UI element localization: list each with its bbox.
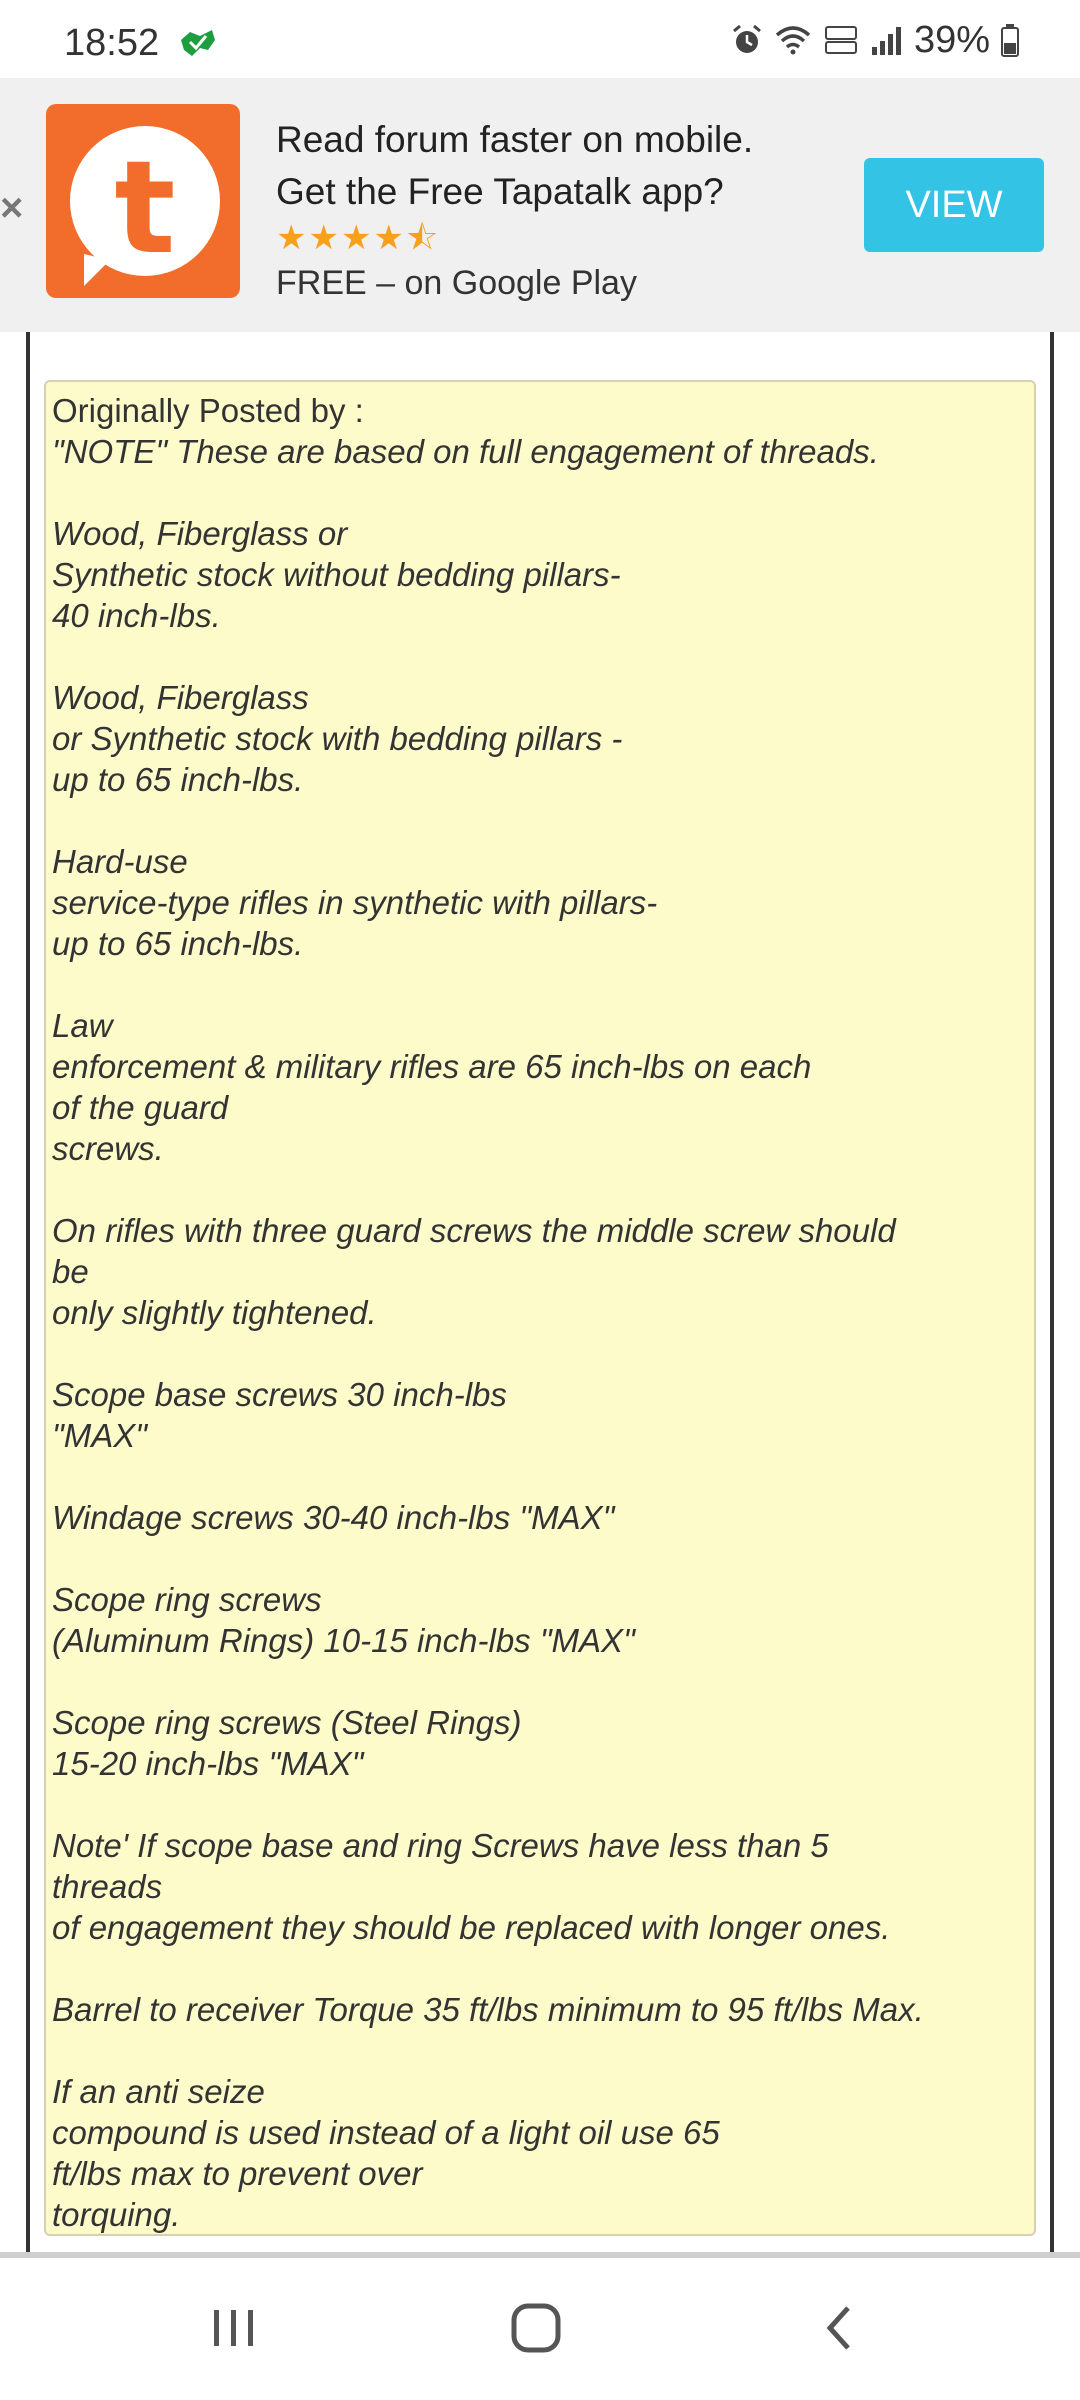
star-rating: ★★★★⯪ [276,219,441,257]
banner-subtitle: Get the Free Tapatalk app? [276,171,724,212]
post-frame-right [1050,332,1054,2258]
banner-store-text: FREE – on Google Play [276,264,637,302]
banner-text [276,114,753,308]
navigation-bar [0,2258,1080,2400]
quote-block [44,380,1036,2236]
tapatalk-logo [46,104,240,298]
battery-icon [1000,23,1020,57]
volte-icon [822,23,860,57]
status-icons [730,20,1020,60]
wifi-icon [774,23,812,57]
home-icon[interactable] [496,2298,576,2358]
status-time: 18:52 [64,22,160,64]
back-icon[interactable] [800,2298,880,2358]
quote-header: Originally Posted by : [52,392,364,429]
app-install-banner [0,78,1080,332]
status-bar [0,0,1080,78]
signal-icon [870,23,904,57]
recent-apps-icon[interactable] [194,2298,274,2358]
carrier-icon [178,26,218,60]
post-content [0,332,1080,2258]
battery-percent: 39% [913,18,990,61]
post-frame-left [26,332,30,2258]
view-button[interactable]: VIEW [864,158,1044,252]
alarm-icon [730,23,764,57]
logo-bubble-tail [80,254,120,290]
close-icon[interactable]: × [0,186,24,230]
banner-title: Read forum faster on mobile. [276,119,754,160]
quote-body: "NOTE" These are based on full engagement of threads. Wood, Fiberglass or Synthetic stock without bedding pillars- 40 inch-lbs. Wood, Fiberglass or Synthetic stock with bedding pillars - up to 65 inch-lbs. Hard-use service-type rifles in synthetic with pillars- up to 65 inch-lbs. Law enforcement & military rifles are 65 inch-lbs on each of the guard screws. On rifles with three guard screws the middle screw should be only slightly tightened. Scope base screws 30 inch-lbs "MAX" Windage screws 30-40 inch-lbs "MAX" Scope ring screws (Aluminum Rings) 10-15 inch-lbs "MAX" Scope ring screws (Steel Rings) 15-20 inch-lbs "MAX" Note' If scope base and ring Screws have less than 5 threads of engagement they should be replaced with longer ones. Barrel to receiver Torque 35 ft/lbs minimum to 95 ft/lbs Max. If an anti seize compound is used instead of a light oil use 65 ft/lbs max to prevent over torquing. [52,433,924,2233]
logo-letter: t [114,134,176,283]
